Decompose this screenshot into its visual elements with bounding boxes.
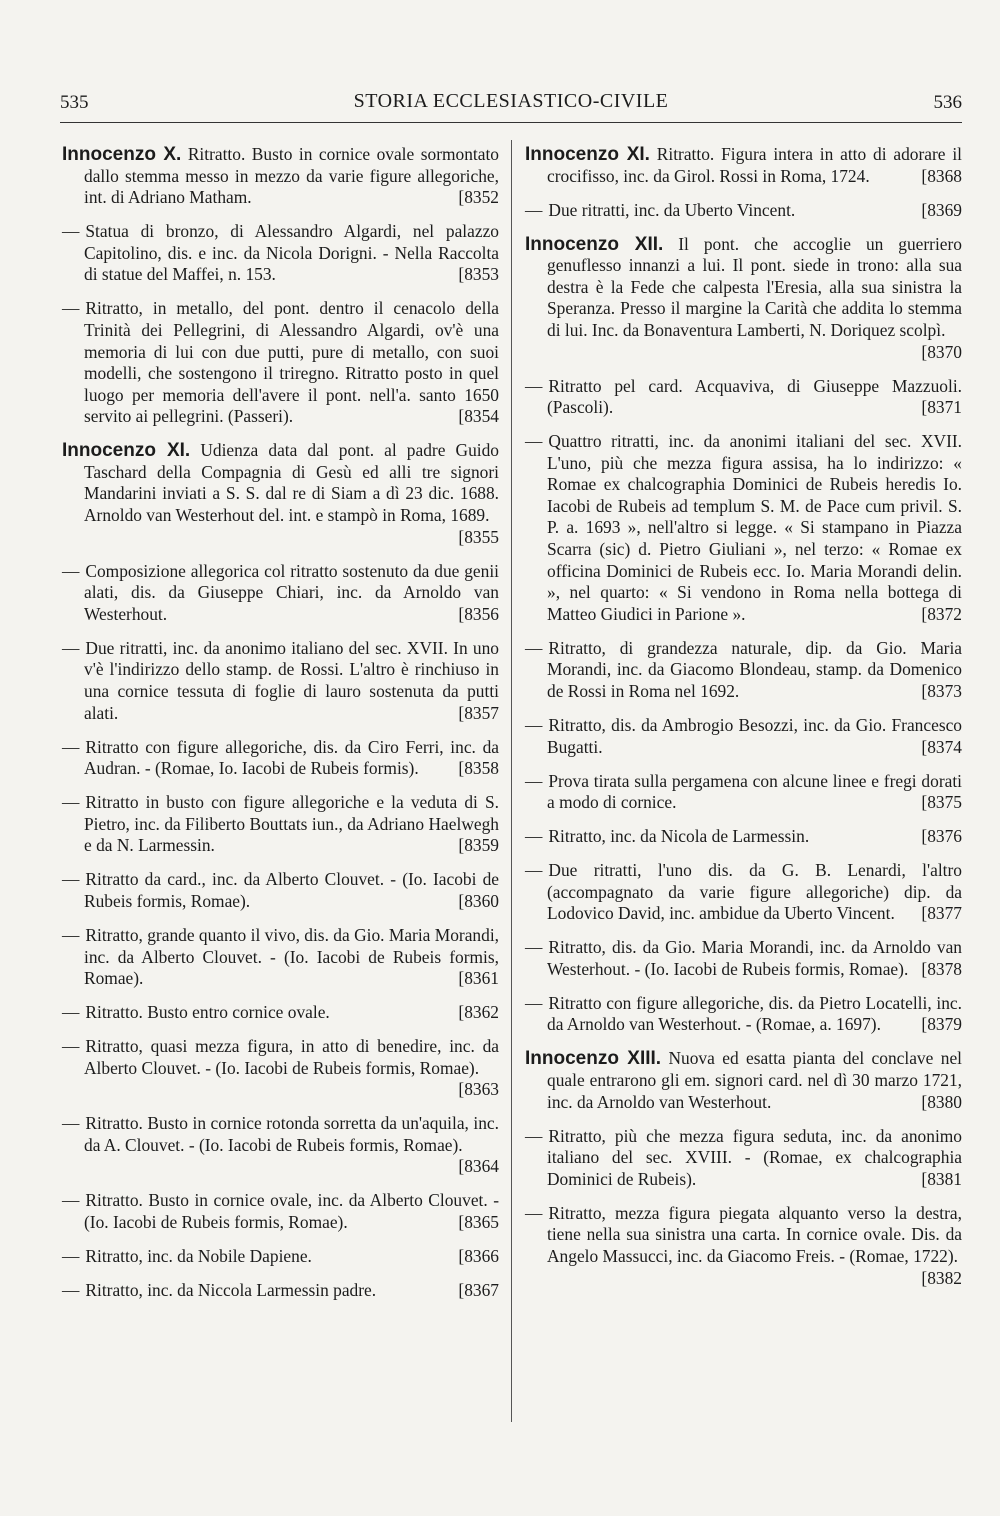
entry-dash: — <box>525 860 543 881</box>
entry-dash: — <box>62 1002 80 1023</box>
entry-text: Ritratto, di grandezza naturale, dip. da Gio. Maria Morandi, inc. da Giacomo Blondeau, stamp. da Domenico de Rossi in Roma nel 1692. <box>547 637 962 702</box>
entry-text: Nuova ed esatta pianta del conclave nel quale entrarono gli em. signori card. nel dì 30 marzo 1721, inc. da Arnoldo van Westerhout. <box>547 1048 962 1112</box>
catalog-entry <box>525 638 962 703</box>
entry-text: Due ritratti, l'uno dis. da G. B. Lenardi, l'altro (accompagnato da varie figure allegoriche) dip. da Lodovico David, inc. ambidue da Uberto Vincent. <box>547 860 962 924</box>
entry-dash: — <box>525 199 543 220</box>
entry-heading: Innocenzo XI. <box>525 144 650 165</box>
catalog-entry <box>525 200 962 222</box>
entry-text: Composizione allegorica col ritratto sostenuto da due genii alati, dis. da Giuseppe Chiari, inc. da Arnoldo van Westerhout. <box>84 560 499 624</box>
catalog-entry <box>62 561 499 626</box>
entry-number: [8366 <box>458 1246 499 1266</box>
left-column <box>62 144 499 1314</box>
entry-text: Ritratto, grande quanto il vivo, dis. da Gio. Maria Morandi, inc. da Alberto Clouvet. - (Io. Iacobi de Rubeis formis, Romae). <box>84 924 499 989</box>
entry-dash: — <box>525 937 543 958</box>
catalog-entry <box>525 993 962 1036</box>
entry-number: [8369 <box>921 199 962 220</box>
entry-text: Due ritratti, inc. da Uberto Vincent. <box>548 199 796 220</box>
entry-text: Ritratto, mezza figura piegata alquanto verso la destra, tiene nella sua sinistra una carta. In cornice ovale. Dis. da Angelo Massucci, inc. da Giacomo Freis. - (Romae, 1722). <box>547 1202 962 1266</box>
catalog-entry <box>525 144 962 187</box>
catalog-entry <box>62 638 499 724</box>
entry-dash: — <box>62 560 80 581</box>
entry-dash: — <box>62 792 80 813</box>
entry-text: Ritratto. Busto in cornice ovale, inc. da Alberto Clouvet. - (Io. Iacobi de Rubeis formis, Romae). <box>84 1190 499 1233</box>
entry-text: Ritratto, inc. da Nicola de Larmessin. <box>548 826 810 847</box>
entry-text: Ritratto, inc. da Niccola Larmessin padre. <box>85 1279 377 1300</box>
entry-number: [8360 <box>458 890 499 911</box>
catalog-entry <box>62 298 499 428</box>
entry-text: Ritratto, in metallo, del pont. dentro il cenacolo della Trinità dei Pellegrini, di Alessandro Algardi, ov'è una memoria di lui con due putti, pure di metallo, con suoi modelli, che sostengono il triregno. Ritratto posto in quel luogo per memoria dell'avere il pont. nell'a. santo 1650 servito ai pellegrini. (Passeri). <box>84 298 499 427</box>
entry-number: [8375 <box>921 792 962 813</box>
entry-text: Ritratto, più che mezza figura seduta, inc. da anonimo italiano del sec. XVIII. - (Romae, ex chalcographia Dominici de Rubeis). <box>547 1125 962 1189</box>
catalog-entry <box>525 1126 962 1191</box>
catalog-entry <box>62 1113 499 1178</box>
entry-text: Ritratto. Busto in cornice rotonda sorretta da un'aquila, inc. da A. Clouvet. - (Io. Iacobi de Rubeis formis, Romae). <box>84 1113 499 1155</box>
header-rule <box>60 122 962 123</box>
entry-number: [8365 <box>458 1212 499 1233</box>
entry-dash: — <box>525 637 543 658</box>
entry-heading: Innocenzo X. <box>62 144 182 165</box>
entry-number: [8376 <box>921 826 962 847</box>
catalog-entry <box>62 1246 499 1268</box>
catalog-entry <box>62 1280 499 1302</box>
entry-number: [8382 <box>921 1267 962 1288</box>
entry-dash: — <box>62 1113 80 1134</box>
entry-dash: — <box>62 1190 80 1211</box>
catalog-entry <box>525 771 962 814</box>
running-header <box>60 86 962 120</box>
catalog-entry <box>525 715 962 758</box>
entry-number: [8371 <box>921 397 962 418</box>
entry-number: [8361 <box>458 968 499 989</box>
entry-text: Ritratto in busto con figure allegoriche e la veduta di S. Pietro, inc. da Filiberto Bouttats iun., da Adriano Haelwegh e da N. Larmessin. <box>84 792 499 856</box>
catalog-entry <box>62 1190 499 1233</box>
entry-number: [8356 <box>458 603 499 624</box>
entry-text: Due ritratti, inc. da anonimo italiano del sec. XVII. In uno v'è l'indirizzo dello stamp. de Rossi. L'altro è rinchiuso in una cornice tessuta di foglie di lauro sostenuta da putti alati. <box>84 637 499 723</box>
entry-number: [8367 <box>458 1279 499 1300</box>
entry-number: [8359 <box>458 835 499 856</box>
column-divider <box>511 140 512 1422</box>
entry-number: [8358 <box>458 758 499 779</box>
entry-number: [8368 <box>921 165 962 186</box>
entry-dash: — <box>525 770 543 791</box>
entry-number: [8354 <box>458 406 499 427</box>
entry-dash: — <box>525 375 543 396</box>
entry-heading: Innocenzo XIII. <box>525 1048 662 1070</box>
catalog-entry <box>525 431 962 625</box>
page-number-left: 535 <box>60 92 89 113</box>
catalog-entry <box>62 792 499 857</box>
entry-text: Ritratto, quasi mezza figura, in atto di benedire, inc. da Alberto Clouvet. - (Io. Iacobi de Rubeis formis, Romae). <box>84 1036 499 1078</box>
entry-text: Ritratto con figure allegoriche, dis. da Ciro Ferri, inc. da Audran. - (Romae, Io. Iacobi de Rubeis formis). <box>84 736 499 779</box>
entry-dash: — <box>62 924 80 945</box>
entry-number: [8374 <box>921 736 962 757</box>
entry-number: [8357 <box>458 702 499 723</box>
entry-number: [8362 <box>458 1002 499 1023</box>
catalog-entry <box>525 234 962 364</box>
entry-number: [8373 <box>921 681 962 702</box>
entry-text: Statua di bronzo, di Alessandro Algardi, nel palazzo Capitolino, dis. e inc. da Nicola Dorigni. - Nella Raccolta di statue del Maffei, n. 153. <box>84 221 499 285</box>
entry-dash: — <box>62 298 80 319</box>
entry-number: [8370 <box>921 341 962 362</box>
entry-text: Ritratto, dis. da Gio. Maria Morandi, inc. da Arnoldo van Westerhout. - (Io. Iacobi de Rubeis formis, Romae). <box>547 937 962 979</box>
entry-heading: Innocenzo XII. <box>525 233 664 255</box>
catalog-entry <box>62 869 499 912</box>
entry-text: Udienza data dal pont. al padre Guido Taschard della Compagnia di Gesù ed alli tre signori Mandarini inviati a S. S. dal re di Siam a dì 23 dic. 1688. Arnoldo van Westerhout del. int. e stampò in Roma, 1689. <box>84 440 499 526</box>
page-number-right: 536 <box>933 92 962 113</box>
catalog-entry <box>525 376 962 419</box>
catalog-entry <box>62 1036 499 1101</box>
entry-text: Ritratto, inc. da Nobile Dapiene. <box>85 1246 312 1266</box>
catalog-entry <box>525 1203 962 1289</box>
right-column <box>525 144 962 1302</box>
entry-text: Ritratto. Busto entro cornice ovale. <box>85 1002 330 1023</box>
catalog-entry <box>525 1048 962 1113</box>
entry-text: Il pont. che accoglie un guerriero genuflesso innanzi a lui. Il pont. siede in trono: alla sua destra è la Fede che calpesta l'Eresia, alla sua sinistra la Speranza. Presso il margine la Carità che addita lo stemma di lui. Inc. da Bonaventura Lamberti, N. Doriquez scolpì. <box>547 233 962 340</box>
entry-dash: — <box>525 1125 543 1146</box>
entry-dash: — <box>62 736 80 757</box>
catalog-entry <box>62 144 499 209</box>
entry-number: [8378 <box>921 958 962 979</box>
catalog-entry <box>525 937 962 980</box>
catalog-entry <box>62 440 499 548</box>
entry-dash: — <box>525 715 543 735</box>
catalog-entry <box>62 925 499 990</box>
entry-dash: — <box>62 221 80 242</box>
entry-heading: Innocenzo XI. <box>62 440 191 462</box>
entry-number: [8380 <box>921 1091 962 1112</box>
entry-text: Ritratto. Busto in cornice ovale sormontato dallo stemma messo in mezzo da varie figure allegoriche, int. di Adriano Matham. <box>84 144 499 208</box>
catalog-entry <box>62 221 499 286</box>
entry-text: Ritratto da card., inc. da Alberto Clouvet. - (Io. Iacobi de Rubeis formis, Romae). <box>84 869 499 911</box>
catalog-entry <box>525 826 962 848</box>
entry-dash: — <box>525 826 543 847</box>
entry-number: [8381 <box>921 1168 962 1189</box>
entry-dash: — <box>525 992 543 1013</box>
entry-dash: — <box>62 1279 80 1300</box>
entry-number: [8353 <box>458 264 499 285</box>
running-title: STORIA ECCLESIASTICO-CIVILE <box>353 90 669 112</box>
entry-number: [8363 <box>458 1079 499 1100</box>
entry-text: Prova tirata sulla pergamena con alcune linee e fregi dorati a modo di cornice. <box>547 770 962 813</box>
entry-number: [8364 <box>458 1156 499 1177</box>
entry-number: [8379 <box>921 1014 962 1035</box>
catalog-entry <box>62 737 499 780</box>
entry-text: Ritratto pel card. Acquaviva, di Giuseppe Mazzuoli. (Pascoli). <box>547 375 962 418</box>
entry-number: [8377 <box>921 903 962 924</box>
entry-dash: — <box>525 431 543 452</box>
entry-number: [8355 <box>458 526 499 547</box>
entry-text: Ritratto. Figura intera in atto di adorare il crocifisso, inc. da Girol. Rossi in Roma, 1724. <box>547 144 962 186</box>
catalog-entry <box>525 860 962 925</box>
entry-dash: — <box>62 869 80 890</box>
entry-dash: — <box>525 1202 543 1223</box>
entry-text: Ritratto, dis. da Ambrogio Besozzi, inc. da Gio. Francesco Bugatti. <box>547 715 962 757</box>
catalog-entry <box>62 1002 499 1024</box>
entry-number: [8372 <box>921 603 962 624</box>
entry-text: Quattro ritratti, inc. da anonimi italiani del sec. XVII. L'uno, più che mezza figura assisa, ha lo indirizzo: « Romae ex chalcographia Dominici de Rubeis heredis Io. Iacobi de Rubeis ad templum S. M. de Pace cum privil. S. P. a. 1693 », nell'altro si legge. « Si stampano in Piazza Scarra (sic) d. Pietro Giuliani », nel terzo: « Romae ex officina Dominici de Rubeis ecc. Io. Maria Morandi delin. », nel quarto: « Si vendono in Roma nella bottega di Matteo Giudici in Parione ». <box>547 431 962 624</box>
entry-number: [8352 <box>458 187 499 208</box>
entry-dash: — <box>62 637 80 658</box>
entry-dash: — <box>62 1036 80 1057</box>
entry-dash: — <box>62 1246 80 1266</box>
entry-text: Ritratto con figure allegoriche, dis. da Pietro Locatelli, inc. da Arnoldo van Westerhout. - (Romae, a. 1697). <box>547 992 962 1035</box>
